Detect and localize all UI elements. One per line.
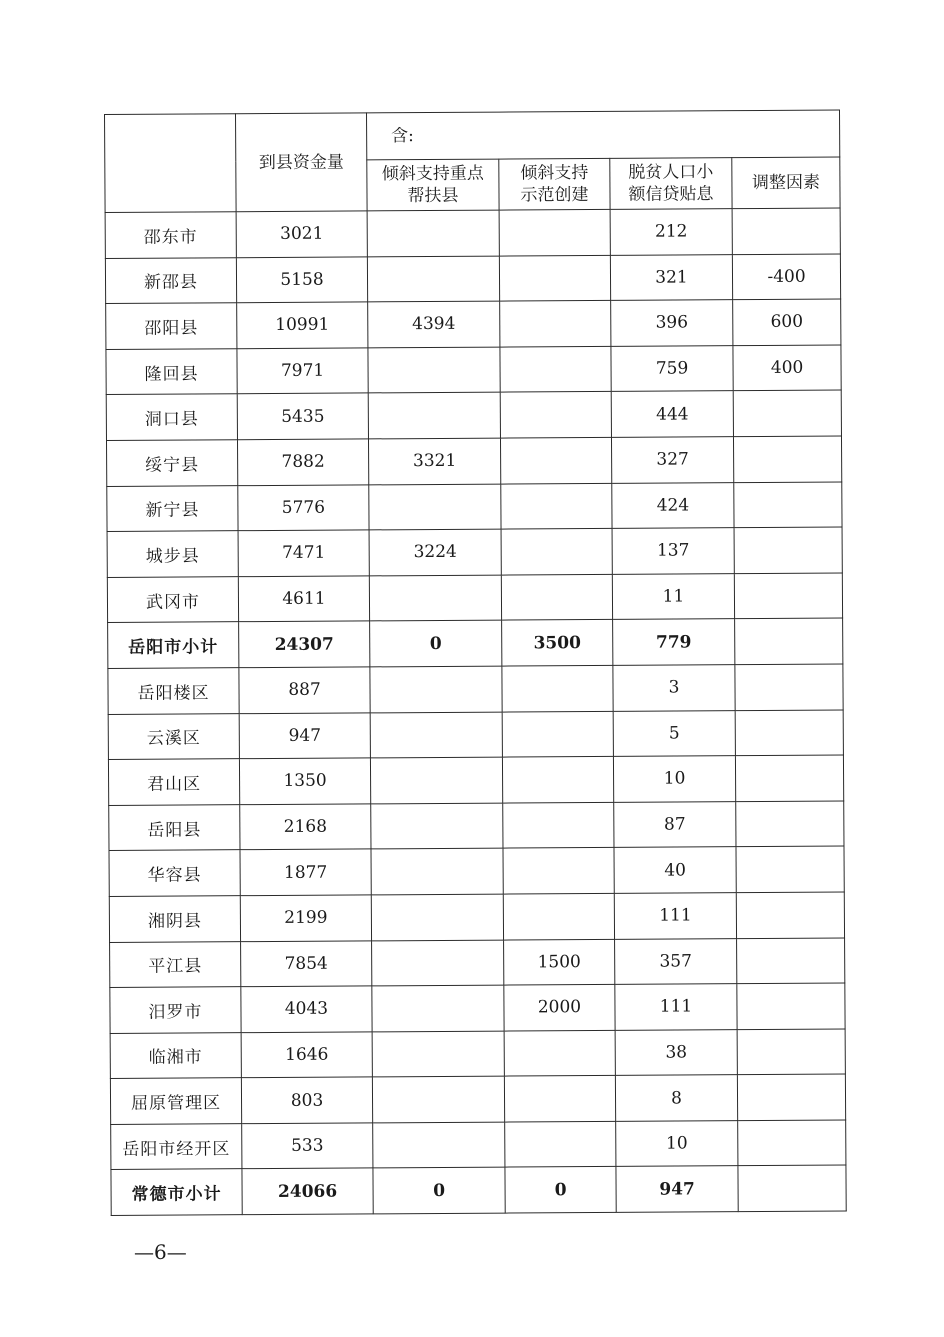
row-demo-cell: 2000 xyxy=(504,984,615,1030)
row-demo-cell xyxy=(500,346,611,392)
header-county-name xyxy=(105,114,237,213)
row-name-cell: 岳阳县 xyxy=(109,804,240,850)
row-name-cell: 常德市小计 xyxy=(111,1169,242,1215)
row-adjust-cell xyxy=(737,1074,845,1120)
row-funds-cell: 10991 xyxy=(237,302,368,348)
table-row xyxy=(111,1165,846,1215)
row-demo-cell xyxy=(500,392,611,438)
row-subsidy-cell: 396 xyxy=(611,300,733,346)
row-demo-cell xyxy=(503,893,614,939)
row-key-support-cell xyxy=(368,392,500,438)
row-funds-cell: 5776 xyxy=(238,484,369,530)
row-subsidy-cell: 424 xyxy=(612,482,734,528)
row-name-cell: 岳阳市小计 xyxy=(108,622,239,668)
table-row xyxy=(106,299,841,349)
row-funds-cell: 5435 xyxy=(237,393,368,439)
table-row xyxy=(107,573,842,623)
row-key-support-cell: 3224 xyxy=(369,529,501,575)
row-key-support-cell xyxy=(369,484,501,530)
row-demo-cell xyxy=(503,848,614,894)
row-name-cell: 武冈市 xyxy=(107,576,238,622)
row-funds-cell: 947 xyxy=(239,712,370,758)
row-key-support-cell xyxy=(370,666,502,712)
table-row xyxy=(110,1029,845,1079)
row-adjust-cell xyxy=(737,1029,845,1075)
row-adjust-cell xyxy=(735,618,843,664)
row-adjust-cell xyxy=(733,436,841,482)
table-row xyxy=(106,436,841,486)
row-key-support-cell xyxy=(371,803,503,849)
table-row xyxy=(105,254,840,304)
row-adjust-cell xyxy=(735,664,843,710)
header-contains: 含: xyxy=(366,110,839,160)
row-demo-cell xyxy=(499,255,610,301)
row-key-support-cell xyxy=(370,757,502,803)
row-adjust-cell xyxy=(738,1120,846,1166)
row-demo-cell xyxy=(502,665,613,711)
row-key-support-cell: 0 xyxy=(370,620,502,666)
row-funds-cell: 1877 xyxy=(240,849,371,895)
row-demo-cell xyxy=(502,757,613,803)
row-funds-cell: 7971 xyxy=(237,348,368,394)
table-row xyxy=(106,345,841,395)
row-name-cell: 君山区 xyxy=(108,759,239,805)
row-adjust-cell xyxy=(735,755,843,801)
row-adjust-cell xyxy=(738,1165,846,1211)
row-subsidy-cell: 40 xyxy=(614,847,736,893)
row-name-cell: 云溪区 xyxy=(108,713,239,759)
row-key-support-cell xyxy=(367,210,499,256)
row-adjust-cell xyxy=(734,573,842,619)
header-county-funds: 到县资金量 xyxy=(236,113,368,212)
table-row xyxy=(109,892,844,942)
row-key-support-cell xyxy=(367,256,499,302)
row-key-support-cell xyxy=(371,848,503,894)
table-row xyxy=(110,1074,845,1124)
row-subsidy-cell: 38 xyxy=(615,1029,737,1075)
table-row xyxy=(106,390,841,440)
row-adjust-cell: 400 xyxy=(733,345,841,391)
row-demo-cell: 1500 xyxy=(504,939,615,985)
row-subsidy-cell: 10 xyxy=(613,756,735,802)
row-funds-cell: 2199 xyxy=(240,895,371,941)
row-name-cell: 邵阳县 xyxy=(106,303,237,349)
row-funds-cell: 7854 xyxy=(241,940,372,986)
row-funds-cell: 887 xyxy=(239,667,370,713)
row-funds-cell: 4043 xyxy=(241,986,372,1032)
row-funds-cell: 533 xyxy=(242,1123,373,1169)
row-key-support-cell: 0 xyxy=(373,1168,505,1214)
row-demo-cell xyxy=(501,574,612,620)
row-funds-cell: 803 xyxy=(241,1077,372,1123)
row-demo-cell xyxy=(501,483,612,529)
row-subsidy-cell: 5 xyxy=(613,710,735,756)
table-row xyxy=(109,801,844,851)
row-adjust-cell xyxy=(737,937,845,983)
row-name-cell: 新邵县 xyxy=(105,257,236,303)
row-subsidy-cell: 321 xyxy=(610,254,732,300)
row-funds-cell: 1646 xyxy=(241,1032,372,1078)
row-adjust-cell xyxy=(733,390,841,436)
row-demo-cell xyxy=(504,1076,615,1122)
row-name-cell: 临湘市 xyxy=(110,1032,241,1078)
table-row xyxy=(110,983,845,1033)
row-name-cell: 屈原管理区 xyxy=(110,1078,241,1124)
table-row xyxy=(110,937,845,987)
row-subsidy-cell: 3 xyxy=(613,665,735,711)
county-fund-table xyxy=(104,110,847,1217)
header-adjustment: 调整因素 xyxy=(732,157,840,209)
row-subsidy-cell: 357 xyxy=(615,938,737,984)
table-row xyxy=(109,846,844,896)
row-funds-cell: 2168 xyxy=(240,804,371,850)
row-demo-cell xyxy=(500,301,611,347)
row-funds-cell: 24307 xyxy=(239,621,370,667)
header-microcredit-subsidy: 脱贫人口小额信贷贴息 xyxy=(610,158,732,210)
row-key-support-cell xyxy=(372,940,504,986)
row-subsidy-cell: 8 xyxy=(615,1075,737,1121)
row-demo-cell: 0 xyxy=(505,1167,616,1213)
row-name-cell: 新宁县 xyxy=(107,485,238,531)
row-demo-cell xyxy=(502,711,613,757)
row-funds-cell: 7471 xyxy=(238,530,369,576)
row-subsidy-cell: 444 xyxy=(611,391,733,437)
row-name-cell: 汨罗市 xyxy=(110,987,241,1033)
row-subsidy-cell: 87 xyxy=(614,801,736,847)
row-demo-cell: 3500 xyxy=(502,620,613,666)
row-key-support-cell xyxy=(372,1076,504,1122)
table-row xyxy=(108,755,843,805)
row-name-cell: 岳阳市经开区 xyxy=(111,1124,242,1170)
row-name-cell: 华容县 xyxy=(109,850,240,896)
row-subsidy-cell: 212 xyxy=(610,209,732,255)
row-name-cell: 隆回县 xyxy=(106,348,237,394)
row-key-support-cell xyxy=(371,894,503,940)
row-key-support-cell xyxy=(373,1122,505,1168)
row-name-cell: 绥宁县 xyxy=(106,440,237,486)
row-adjust-cell xyxy=(735,710,843,756)
row-demo-cell xyxy=(505,1121,616,1167)
row-demo-cell xyxy=(504,1030,615,1076)
row-subsidy-cell: 111 xyxy=(614,893,736,939)
row-funds-cell: 5158 xyxy=(236,256,367,302)
row-adjust-cell: -400 xyxy=(732,254,840,300)
row-adjust-cell: 600 xyxy=(733,299,841,345)
row-demo-cell xyxy=(500,437,611,483)
row-adjust-cell xyxy=(732,208,840,254)
table-row xyxy=(105,208,840,258)
row-key-support-cell: 3321 xyxy=(368,438,500,484)
row-name-cell: 湘阴县 xyxy=(109,896,240,942)
row-name-cell: 岳阳楼区 xyxy=(108,668,239,714)
table-row xyxy=(108,664,843,714)
row-name-cell: 城步县 xyxy=(107,531,238,577)
row-key-support-cell xyxy=(370,712,502,758)
row-subsidy-cell: 759 xyxy=(611,345,733,391)
table-row xyxy=(107,482,842,532)
row-adjust-cell xyxy=(734,482,842,528)
header-tilt-demo: 倾斜支持示范创建 xyxy=(499,158,610,210)
row-name-cell: 邵东市 xyxy=(105,212,236,258)
row-key-support-cell: 4394 xyxy=(368,301,500,347)
row-key-support-cell xyxy=(369,575,501,621)
row-subsidy-cell: 947 xyxy=(616,1166,738,1212)
row-adjust-cell xyxy=(737,983,845,1029)
row-demo-cell xyxy=(501,529,612,575)
row-adjust-cell xyxy=(736,801,844,847)
page-number: —6— xyxy=(134,1240,187,1264)
row-funds-cell: 4611 xyxy=(238,576,369,622)
row-demo-cell xyxy=(503,802,614,848)
row-name-cell: 洞口县 xyxy=(106,394,237,440)
row-key-support-cell xyxy=(372,985,504,1031)
row-funds-cell: 1350 xyxy=(239,758,370,804)
row-funds-cell: 7882 xyxy=(237,439,368,485)
row-name-cell: 平江县 xyxy=(110,941,241,987)
row-demo-cell xyxy=(499,209,610,255)
row-funds-cell: 3021 xyxy=(236,211,367,257)
table-row xyxy=(108,710,843,760)
row-adjust-cell xyxy=(736,892,844,938)
table-row xyxy=(107,527,842,577)
row-subsidy-cell: 327 xyxy=(611,437,733,483)
row-subsidy-cell: 111 xyxy=(615,984,737,1030)
row-subsidy-cell: 779 xyxy=(613,619,735,665)
table-body xyxy=(105,208,846,1216)
table-row xyxy=(111,1120,846,1170)
header-tilt-key-support: 倾斜支持重点帮扶县 xyxy=(367,159,499,211)
row-adjust-cell xyxy=(734,527,842,573)
row-funds-cell: 24066 xyxy=(242,1168,373,1214)
row-adjust-cell xyxy=(736,846,844,892)
row-subsidy-cell: 10 xyxy=(616,1121,738,1167)
row-key-support-cell xyxy=(368,347,500,393)
row-subsidy-cell: 137 xyxy=(612,528,734,574)
row-key-support-cell xyxy=(372,1031,504,1077)
row-subsidy-cell: 11 xyxy=(612,573,734,619)
table-row xyxy=(108,618,843,668)
